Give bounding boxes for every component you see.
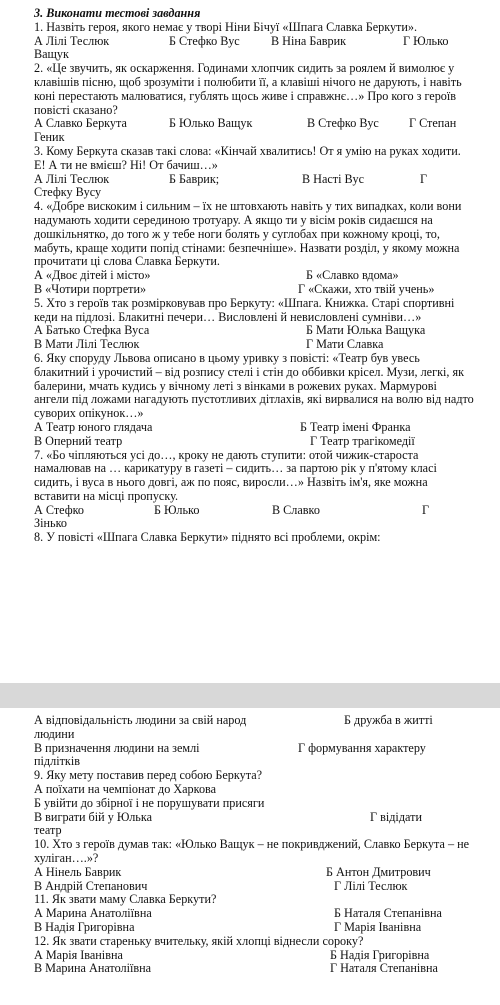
answer-4-a[interactable]: А «Двоє дітей і місто» [34,268,151,283]
answer-1-c[interactable]: В Ніна Баврик [271,33,347,48]
answer-3-d[interactable]: Г [420,171,428,186]
answer-5-a[interactable]: А Батько Стефка Вуса [34,323,150,338]
question-2: 2. «Це звучить, як оскарження. Годинами хлопчик сидить за роялем й вимолює у клавішів пісню, щоб зрозуміти і полюбити її, а клавіші нічого не дарують, і навіть коні перестають малюватися, гублять щось живе і справжнє…» Про кого з героїв повісті сказано? [34,61,462,117]
answers-12-row1 [34,949,474,963]
answers-10-row2 [34,880,474,894]
answers-8-row1 [34,714,474,728]
answer-2-b[interactable]: Б Юлько Ващук [169,116,253,131]
answer-2-a[interactable]: А Славко Беркута [34,116,127,131]
answer-12-b[interactable]: Б Надія Григорівна [330,947,430,962]
answer-8-cd-tail: підлітків [34,754,80,769]
answer-4-b[interactable]: Б «Славко вдома» [306,268,399,283]
answers-5-row2 [34,338,474,352]
answer-2-d-tail: Геник [34,130,65,145]
answer-3-b[interactable]: Б Баврик; [169,171,220,186]
answer-9-a[interactable]: А поїхати на чемпіонат до Харкова [34,781,217,796]
question-5: 5. Хто з героїв так розмірковував про Беркуту: «Шпага. Книжка. Старі спортивні кеди на підлозі. Блакитні печери… Висловлені й невисловлені сумніви…» [34,295,455,324]
answer-1-b[interactable]: Б Стефко Вус [169,33,240,48]
question-9: 9. Яку мету поставив перед собою Беркута? [34,768,263,783]
question-11: 11. Як звати маму Славка Беркути? [34,892,217,907]
answer-10-c[interactable]: В Андрій Степанович [34,878,148,893]
answer-11-c[interactable]: В Надія Григорівна [34,919,135,934]
answer-9-d-tail: театр [34,823,62,838]
answer-9-c[interactable]: В виграти бій у Юлька [34,809,152,824]
question-6: 6. Яку споруду Львова описано в цьому уривку з повісті: «Театр був увесь блакитний і урочистий – від розпису стелі і стін до оббивки крісел. Музи, легкі, як балерини, мчать кудись у вічному леті з вінками в рожевих руках. Мармурові ангели під ложами нагадують пустотливих дітлахів, які вирвалися на волю від надто суворих опікунок…» [34,350,474,421]
answer-4-c[interactable]: В «Чотири портрети» [34,281,147,296]
answers-9-row [34,811,474,825]
answer-8-b[interactable]: Б дружба в житті [344,713,433,727]
answers-1 [34,35,474,49]
answer-8-ab-tail: людини [34,726,75,741]
answer-1-d[interactable]: Г Юлько [403,33,449,48]
question-3: 3. Кому Беркута сказав такі слова: «Кінчай хвалитись! От я умію на руках ходити. Е! А ти не вмієш? Ні! От бачиш…» [34,143,461,172]
answer-6-b[interactable]: Б Театр імені Франка [300,419,411,434]
answer-5-c[interactable]: В Мати Лілі Теслюк [34,337,140,352]
answer-5-d[interactable]: Г Мати Славка [306,337,384,352]
answer-8-c[interactable]: В призначення людини на землі [34,740,200,755]
answer-8-d[interactable]: Г формування характеру [298,740,426,755]
question-1: 1. Назвіть героя, якого немає у творі Ніни Бічуї «Шпага Славка Беркути». [34,19,418,34]
answers-11-row2 [34,921,474,935]
answers-11-row1 [34,907,474,921]
answer-11-b[interactable]: Б Наталя Степанівна [334,906,442,921]
answers-3 [34,173,474,187]
answer-4-d[interactable]: Г «Скажи, хто твій учень» [298,281,435,296]
answers-2 [34,117,474,131]
answers-5-row1 [34,324,474,338]
answer-3-c[interactable]: В Насті Вус [302,171,365,186]
answer-12-a[interactable]: А Марія Іванівна [34,947,123,962]
answer-10-a[interactable]: А Нінель Баврик [34,864,122,879]
answer-10-b[interactable]: Б Антон Дмитрович [326,864,431,879]
answers-7 [34,504,474,518]
answer-10-d[interactable]: Г Лілі Теслюк [334,878,408,893]
section-title: 3. Виконати тестові завдання [34,6,201,20]
page-2 [0,708,500,1005]
answer-12-c[interactable]: В Марина Анатоліївна [34,961,152,976]
answer-2-d[interactable]: Г Степан [409,116,457,131]
answers-6-row2 [34,435,474,449]
answer-9-d[interactable]: Г відідати [370,809,422,824]
answer-6-c[interactable]: В Оперний театр [34,433,123,448]
answer-3-d-tail: Стефку Вусу [34,185,102,200]
answers-10-row1 [34,866,474,880]
answer-11-a[interactable]: А Марина Анатоліївна [34,906,152,921]
answer-7-b[interactable]: Б Юлько [154,502,200,517]
answer-1-d-tail: Ващук [34,47,69,62]
answer-6-a[interactable]: А Театр юного глядача [34,419,153,434]
answer-12-d[interactable]: Г Наталя Степанівна [330,961,438,976]
answer-7-d[interactable]: Г [422,502,430,517]
answer-7-a[interactable]: А Стефко [34,502,84,517]
question-12: 12. Як звати стареньку вчительку, якій хлопці віднесли сороку? [34,933,364,948]
answers-6-row1 [34,421,474,435]
answer-6-d[interactable]: Г Театр трагікомедії [310,433,415,448]
question-4: 4. «Добре вискоким і сильним – їх не штовхають навіть у тих випадках, коли вони надумають ходити серединою тротуару. А якщо ти у вісім років сидаєшся на дошкільнятко, до того ж у тебе ноги болять у суглобах при кожному кроці, то, мабуть, краще ходити попід стінами: безпечніше». Назвати розділ, у якому можна прочитати ці слова Славка Беркути. [34,199,462,269]
question-7: 7. «Бо чіпляються усі до…, кроку не дають ступити: отой чижик-староста намалював на … карикатуру в газеті – сидить… за партою рік у п'ятому класі сидить, і вуса в нього довгі, аж по пояс, виросли…» Назвіть ім'я, яке можна вставити на місці пропуску. [34,447,437,503]
answer-11-d[interactable]: Г Марія Іванівна [334,919,422,934]
answer-7-d-tail: Зінько [34,516,67,531]
answer-2-c[interactable]: В Стефко Вус [307,116,379,131]
answer-9-b[interactable]: Б увійти до збірної і не порушувати присяги [34,795,265,810]
question-10: 10. Хто з героїв думав так: «Юлько Ващук – не покривджений, Славко Беркута – не хуліган….»? [34,837,470,865]
answer-8-a[interactable]: А відповідальність людини за свій народ [34,713,247,727]
answers-4-row2 [34,283,474,297]
answers-12-row2 [34,962,474,976]
answer-7-c[interactable]: В Славко [272,502,320,517]
answers-8-row2 [34,742,474,756]
answer-5-b[interactable]: Б Мати Юлька Ващука [306,323,426,338]
answer-3-a[interactable]: А Лілі Теслюк [34,171,110,186]
answers-4-row1 [34,269,474,283]
question-8: 8. У повісті «Шпага Славка Беркути» піднято всі проблеми, окрім: [34,530,381,545]
answer-1-a[interactable]: А Лілі Теслюк [34,33,110,48]
